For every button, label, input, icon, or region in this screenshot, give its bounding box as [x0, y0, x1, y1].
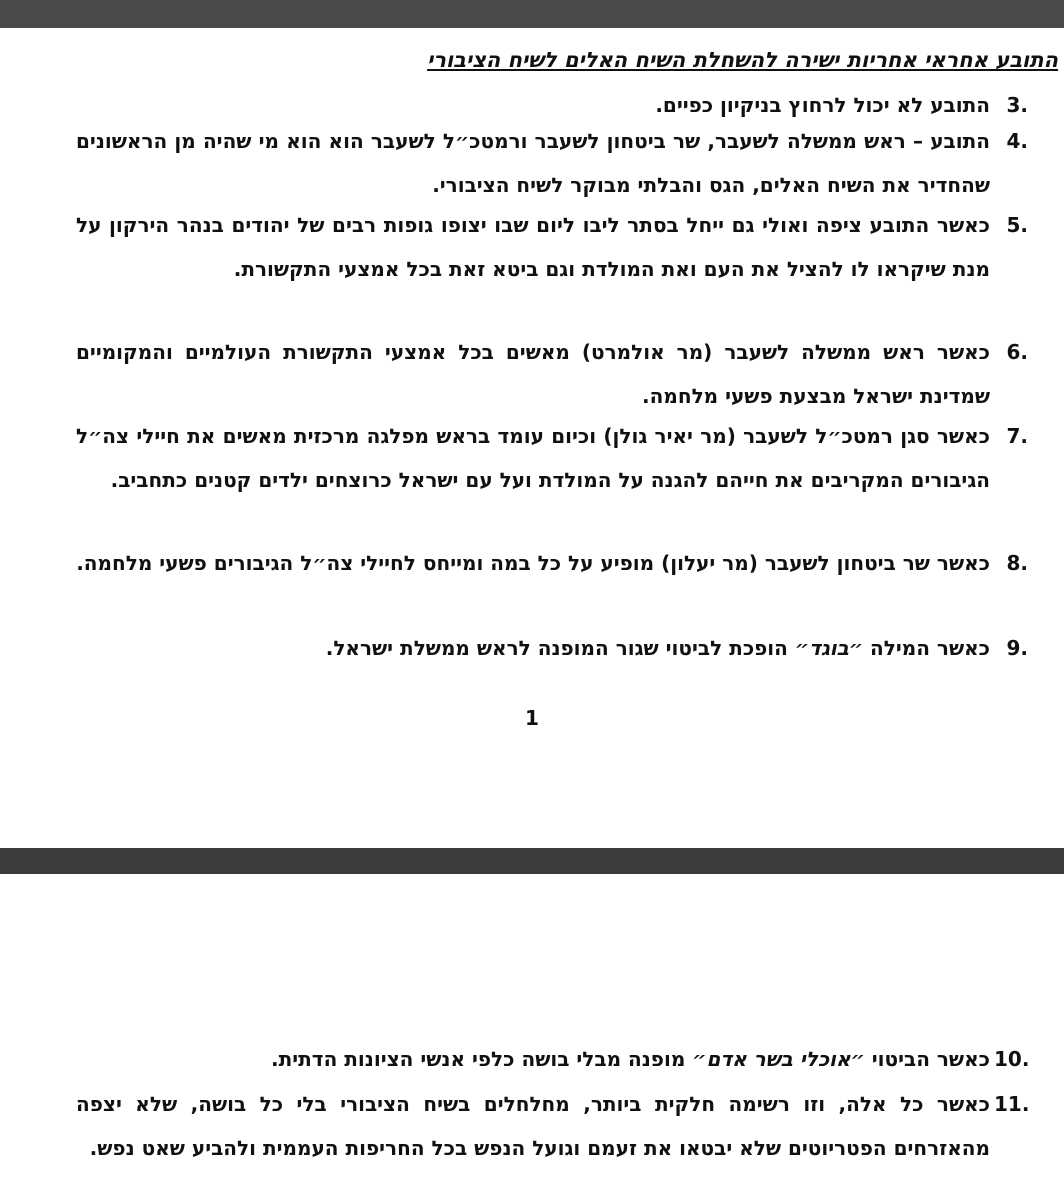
list-item-5: [76, 203, 1028, 291]
item-number: 10.: [994, 1047, 1030, 1071]
list-item-4: [76, 119, 1028, 207]
quoted-term: ״אוכלי בשר אדם״: [692, 1047, 865, 1071]
item-text-after-quote: הופכת לביטוי שגור המופנה לראש ממשלת ישראל.: [325, 636, 788, 660]
page-number: 1: [525, 706, 539, 730]
item-number: 6.: [1006, 340, 1028, 364]
item-text: התובע לא יכול לרחוץ בניקיון כפיים.: [655, 93, 990, 117]
list-item-11: [76, 1082, 1028, 1170]
item-number: 11.: [994, 1092, 1030, 1116]
document-page-1: [0, 28, 1064, 848]
item-text: כאשר סגן רמטכ״ל לשעבר (מר יאיר גולן) וכיום עומד בראש מפלגה מרכזית מאשים את חיילי צה״ל הגיבורים המקריבים את חייהם להגנה על המולדת ועל עם ישראל כרוצחים ילדים קטנים כתחביב.: [76, 424, 990, 492]
item-text: [200, 1037, 990, 1081]
item-text-before-quote: כאשר הביטוי: [871, 1047, 990, 1071]
item-text-after-quote: מופנה מבלי בושה כלפי אנשי הציונות הדתית.: [271, 1047, 686, 1071]
item-number: 9.: [1006, 636, 1028, 660]
document-page-2: [0, 874, 1064, 1200]
item-text-before-quote: כאשר המילה: [870, 636, 990, 660]
item-number: 7.: [1006, 424, 1028, 448]
item-number: 5.: [1006, 213, 1028, 237]
item-text: כאשר כל אלה, וזו רשימה חלקית ביותר, מחלחלים בשיח הציבורי בלי כל בושה, שלא יצפה מהאזרחים הפטריוטים שלא יבטאו את זעמם וגועל הנפש בכל החריפות העממית ולהביע שאט נפש.: [76, 1092, 990, 1160]
quoted-term: ״בוגד״: [794, 636, 864, 660]
item-number: 4.: [1006, 129, 1028, 153]
list-item-10: [200, 1037, 1028, 1081]
list-item-9: [200, 626, 1028, 670]
item-text: התובע – ראש ממשלה לשעבר, שר ביטחון לשעבר ורמטכ״ל לשעבר הוא הוא מי שהיה מן הראשונים שהחדיר את השיח האלים, הגס והבלתי מבוקר לשיח הציבורי.: [76, 129, 990, 197]
list-item-7: [76, 414, 1028, 502]
item-text: כאשר ראש ממשלה לשעבר (מר אולמרט) מאשים בכל אמצעי התקשורת העולמיים והמקומיים שמדינת ישראל מבצעת פשעי מלחמה.: [76, 340, 990, 408]
item-number: 3.: [1006, 93, 1028, 117]
item-number: 8.: [1006, 551, 1028, 575]
page-separator-band: [0, 848, 1064, 874]
list-item-6: [76, 330, 1028, 418]
item-text: כאשר התובע ציפה ואולי גם ייחל בסתר ליבו ליום שבו יצופו גופות רבים של יהודים בנהר הירקון על מנת שיקראו לו להציל את העם ואת המולדת וגם ביטא זאת בכל אמצעי התקשורת.: [76, 213, 990, 281]
item-text: [200, 626, 990, 670]
list-item-8: [76, 541, 1028, 585]
section-heading: התובע אחראי אחריות ישירה להשחלת השיח האלים לשיח הציבורי: [427, 48, 1058, 72]
top-dark-band: [0, 0, 1064, 28]
item-text: כאשר שר ביטחון לשעבר (מר יעלון) מופיע על כל במה ומייחס לחיילי צה״ל הגיבורים פשעי מלחמה.: [76, 551, 990, 575]
